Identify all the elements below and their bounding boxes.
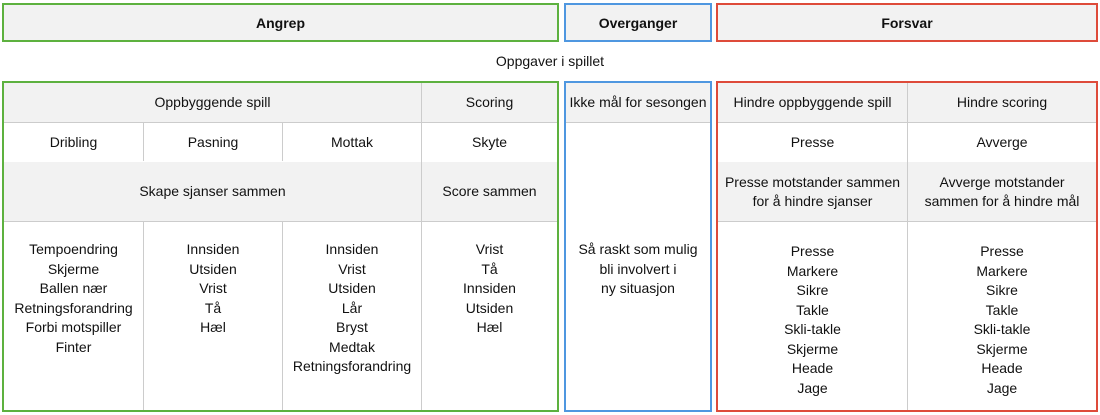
forsvar-group-hindre-oppbyggende: Hindre oppbyggende spill — [718, 83, 907, 122]
goal-line: Avverge motstander — [939, 173, 1065, 190]
text-line: bli involvert i — [599, 260, 677, 277]
goal-presse-motstander — [718, 162, 907, 221]
col-avverge: Avverge — [976, 133, 1028, 150]
list-item: Skli-takle — [784, 321, 841, 337]
goal-score-sammen: Score sammen — [422, 162, 557, 221]
overganger-header: Overganger — [564, 3, 712, 42]
forsvar-group-hindre-scoring: Hindre scoring — [908, 83, 1096, 122]
list-item: Tå — [481, 260, 498, 277]
list-item: Hæl — [476, 319, 503, 335]
goal-line: Presse motstander sammen — [724, 173, 901, 190]
overganger-table — [564, 81, 712, 412]
angrep-table — [2, 81, 559, 412]
list-item: Skli-takle — [973, 321, 1031, 337]
list-avverge — [908, 242, 1096, 398]
list-item: Tå — [204, 299, 222, 316]
forsvar-header: Forsvar — [716, 3, 1098, 42]
angrep-header: Angrep — [2, 3, 559, 42]
list-item: Skjerme — [786, 340, 839, 357]
list-item: Skjerme — [47, 260, 100, 277]
list-item: Utsiden — [465, 299, 514, 316]
list-item: Lår — [341, 299, 363, 316]
list-item: Jage — [986, 379, 1018, 396]
text-line: ny situasjon — [601, 280, 675, 296]
goal-line: sammen for å hindre mål — [924, 192, 1080, 209]
list-item: Markere — [786, 262, 839, 279]
list-item: Markere — [976, 262, 1028, 279]
list-item: Takle — [796, 301, 829, 318]
list-item: Jage — [797, 379, 828, 396]
angrep-group-scoring: Scoring — [422, 83, 557, 122]
list-item: Innsiden — [325, 241, 379, 257]
goal-skape-sjanser: Skape sjanser sammen — [4, 162, 421, 221]
list-item: Takle — [985, 301, 1019, 318]
col-skyte: Skyte — [471, 133, 507, 150]
text-line: Så raskt som mulig — [578, 241, 698, 257]
list-pasning — [144, 240, 282, 338]
list-item: Vrist — [475, 241, 504, 257]
list-item: Vrist — [199, 280, 227, 296]
list-item: Innsiden — [463, 280, 516, 296]
overganger-text — [566, 240, 710, 299]
list-dribling — [4, 240, 143, 357]
list-item: Bryst — [336, 319, 368, 335]
list-item: Ballen nær — [39, 280, 108, 296]
list-item: Hæl — [200, 319, 226, 335]
list-item: Heade — [981, 360, 1023, 376]
overganger-title: Ikke mål for sesongen — [566, 83, 710, 122]
divider — [282, 123, 283, 161]
list-item: Vrist — [338, 260, 366, 277]
list-item: Presse — [980, 243, 1024, 259]
list-item: Finter — [55, 338, 92, 355]
subtitle: Oppgaver i spillet — [495, 53, 605, 69]
divider — [143, 123, 144, 161]
list-skyte — [422, 240, 557, 338]
col-dribling: Dribling — [49, 133, 98, 150]
list-item: Skjerme — [976, 340, 1028, 357]
list-item: Presse — [790, 243, 835, 259]
list-item: Innsiden — [186, 241, 240, 257]
col-pasning: Pasning — [187, 133, 239, 150]
divider — [566, 122, 710, 123]
list-presse — [718, 242, 907, 398]
goal-avverge-motstander — [908, 162, 1096, 221]
list-item: Utsiden — [328, 280, 376, 296]
list-item: Retningsforandring — [14, 299, 133, 316]
angrep-group-oppbyggende: Oppbyggende spill — [4, 83, 421, 122]
list-item: Heade — [791, 360, 834, 376]
col-mottak: Mottak — [330, 133, 373, 150]
goal-line: for å hindre sjanser — [752, 192, 873, 209]
list-item: Sikre — [796, 282, 829, 298]
list-item: Medtak — [329, 338, 375, 355]
list-item: Forbi motspiller — [25, 319, 122, 335]
divider — [4, 221, 557, 222]
list-item: Utsiden — [189, 260, 237, 277]
list-item: Retningsforandring — [292, 358, 412, 374]
forsvar-table — [716, 81, 1098, 412]
list-item: Sikre — [986, 282, 1018, 298]
list-mottak — [283, 240, 421, 377]
list-item: Tempoendring — [29, 241, 118, 257]
col-presse: Presse — [790, 133, 835, 150]
